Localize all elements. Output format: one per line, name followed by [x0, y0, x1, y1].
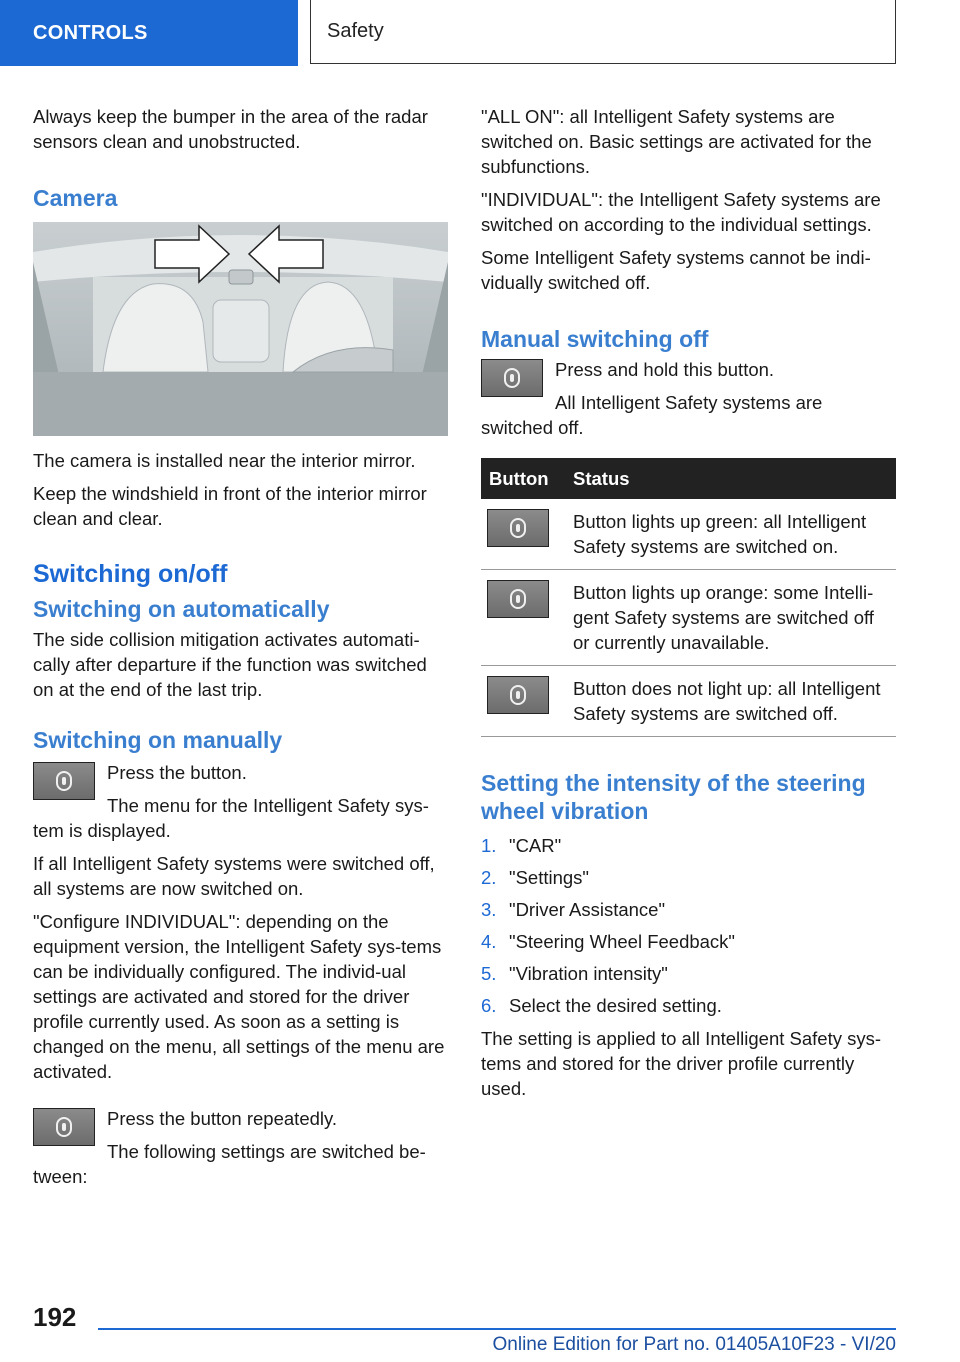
camera-paragraph-1: The camera is installed near the interior mirror. [33, 450, 416, 471]
chapter-title: Safety [327, 20, 384, 42]
manual-heading: Switching on manually [33, 727, 283, 753]
intro-paragraph: Always keep the bumper in the area of the radar sensors clean and unobstructed. [33, 106, 428, 152]
status-cell: Button lights up orange: some Intelli‐gent Safety systems are switched off or currently unavailable. [565, 570, 896, 666]
manual-off-heading: Manual switching off [481, 326, 709, 352]
auto-paragraph: The side collision mitigation activates automati‐cally after departure if the function was switched on at the end of the last trip. [33, 629, 427, 700]
section-tab [0, 0, 298, 66]
button-status-table [481, 458, 896, 737]
intelligent-safety-button-icon [33, 1108, 95, 1146]
table-row [481, 570, 896, 666]
edition-footer: Online Edition for Part no. 01405A10F23 - VI/20 [492, 1334, 896, 1355]
footer-divider [98, 1328, 896, 1330]
list-item: 1. "CAR" [481, 835, 562, 856]
list-item: 3. "Driver Assistance" [481, 899, 666, 920]
interior-view-graphic [33, 222, 448, 436]
some-paragraph: Some Intelligent Safety systems cannot be indi‐vidually switched off. [481, 247, 871, 293]
hold-text: Press and hold this button. [555, 359, 775, 380]
table-row [481, 666, 896, 737]
all-on-paragraph: "ALL ON": all Intelligent Safety systems are switched on. Basic settings are activated for the subfunctions. [481, 106, 872, 177]
column-header-button: Button [481, 458, 565, 499]
list-item: 4. "Steering Wheel Feedback" [481, 931, 736, 952]
button-orange-icon [487, 580, 549, 618]
status-cell: Button does not light up: all Intelligent Safety systems are switched off. [565, 666, 896, 737]
camera-illustration [33, 222, 448, 436]
right-column [481, 104, 896, 1109]
list-item: 5. "Vibration intensity" [481, 963, 668, 984]
manual-menu-text: The menu for the Intelligent Safety sys‐tem is displayed. [33, 795, 429, 841]
manual-press-text: Press the button. [107, 762, 247, 783]
applied-paragraph: The setting is applied to all Intelligent Safety sys‐tems and stored for the driver profile currently used. [481, 1028, 882, 1099]
switching-heading: Switching on/off [33, 560, 228, 588]
camera-paragraph-2: Keep the windshield in front of the interior mirror clean and clear. [33, 483, 427, 529]
button-off-icon [487, 676, 549, 714]
repeat-press-text: Press the button repeatedly. [107, 1108, 338, 1129]
column-header-status: Status [565, 458, 896, 499]
list-item: 2. "Settings" [481, 867, 589, 888]
button-green-icon [487, 509, 549, 547]
intelligent-safety-button-icon [481, 359, 543, 397]
list-item: 6. Select the desired setting. [481, 995, 722, 1016]
left-column [33, 104, 448, 1197]
repeat-following-text: The following settings are switched be‐tween: [33, 1141, 426, 1187]
manual-paragraph-2: "Configure INDIVIDUAL": depending on the equipment version, the Intelligent Safety sys‐tems can be individually configured. The individ‐ual settings are activated and stored for the driver profile currently used. As soon as a setting is changed on the menu, all settings of the menu are activated. [33, 911, 445, 1082]
table-header-row [481, 458, 896, 499]
chapter-tab [310, 0, 896, 64]
intelligent-safety-button-icon [33, 762, 95, 800]
individual-paragraph: "INDIVIDUAL": the Intelligent Safety systems are switched on according to the individual settings. [481, 189, 881, 235]
camera-heading: Camera [33, 185, 118, 211]
status-cell: Button lights up green: all Intelligent Safety systems are switched on. [565, 499, 896, 570]
table-row [481, 499, 896, 570]
auto-heading: Switching on automatically [33, 596, 330, 622]
all-off-text: All Intelligent Safety systems are switched off. [481, 392, 823, 438]
page-number: 192 [33, 1302, 77, 1332]
steps-list [481, 833, 896, 1018]
section-title: CONTROLS [33, 21, 148, 44]
manual-paragraph-1: If all Intelligent Safety systems were switched off, all systems are now switched on. [33, 853, 435, 899]
vibration-heading: Setting the intensity of the steering wheel vibration [481, 770, 866, 824]
